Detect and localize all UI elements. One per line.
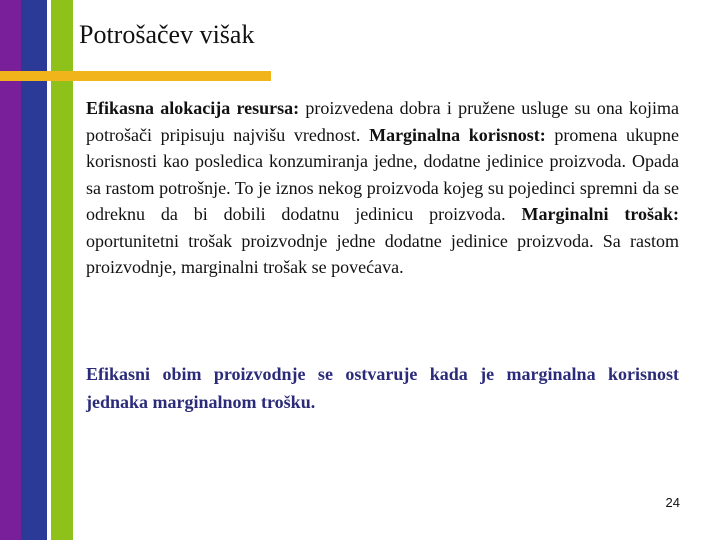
definition-marginal-utility: promena ukupne korisnosti kao posledica konzumiranja jedne, dodatne jedinice proizvoda. Opada sa rastom potrošnje. To je iznos nekog proizvoda kojeg su pojedinci spremni da se odreknu da bi dobili dodatnu jedinicu proizvoda. [86,124,680,224]
slide-title: Potrošačev višak [79,20,255,49]
definition-efficient-allocation: proizvedena dobra i pružene usluge su ona kojima potrošači pripisuju najvišu vrednost. [86,98,679,145]
term-marginal-cost: Marginalni trošak: [521,204,680,224]
definitions-block [86,95,679,281]
highlight-statement: Efikasni obim proizvodnje se ostvaruje kada je marginalna korisnost jednaka marginalnom trošku. [86,364,679,412]
decor-band-purple [0,0,21,540]
decor-band-green [51,0,73,540]
title-underline [0,71,271,81]
definition-marginal-cost: oportunitetni trošak proizvodnje jedne dodatne jedinice proizvoda. Sa rastom proizvodnje, marginalni trošak se povećava. [86,230,679,277]
term-efficient-allocation: Efikasna alokacija resursa: [86,98,300,118]
decor-band-blue [21,0,47,540]
page-number: 24 [665,495,680,510]
term-marginal-utility: Marginalna korisnost: [369,124,546,145]
